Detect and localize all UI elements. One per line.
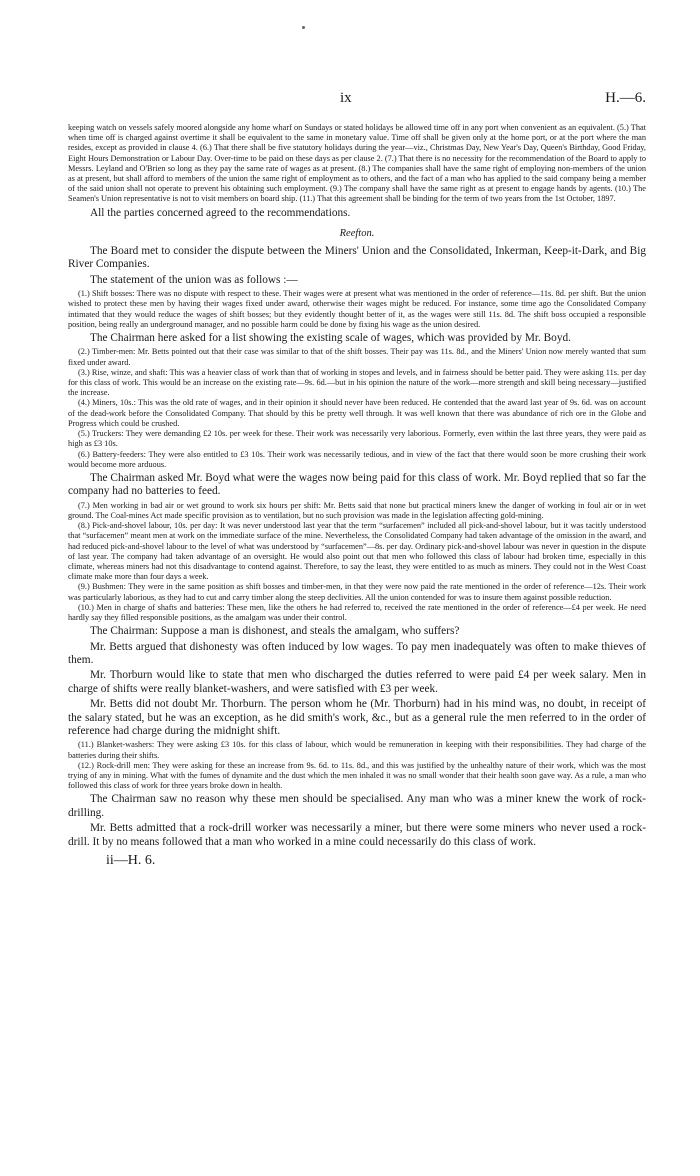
small-paragraph: (11.) Blanket-washers: They were asking £3 10s. for this class of labour, which would be remuneration in keeping with their responsibilities. They had charge of the batteries during their shifts.	[68, 740, 646, 760]
page-header	[68, 90, 646, 110]
small-paragraph: (3.) Rise, winze, and shaft: This was a heavier class of work than that of working in stopes and levels, and in fairness should be better paid. They were asking 11s. per day for this class of work. This would be an increase on the existing rate—9s. 6d.—but in his opinion the nature of the work—more strength and skill being necessary—justified the increase.	[68, 367, 646, 398]
small-paragraph: (10.) Men in charge of shafts and batteries: These men, like the others he had referred to, received the rate mentioned in the order of reference—£4 per week. He need hardly say they filled responsible positions, as the amalgam was under their control.	[68, 602, 646, 622]
small-paragraph: (12.) Rock-drill men: They were asking for these an increase from 9s. 6d. to 11s. 8d., and this was justified by the unhealthy nature of their work, which was the most trying of any in mining. What with the fumes of dynamite and the dust which the men inhaled it was no small wonder that their health soon gave way. As a rule, a man who followed this class of work for three years broke down in health.	[68, 760, 646, 791]
page-speck	[302, 26, 305, 29]
small-paragraph: (9.) Bushmen: They were in the same position as shift bosses and timber-men, in that they were now paid the rate mentioned in the order of reference—12s. Their work was particularly laborious, as they had to cut and carry timber along the steep declivities. All the union contended for was to insure them against possible reduction.	[68, 582, 646, 602]
paragraph: The statement of the union was as follows :—	[90, 273, 298, 286]
paragraph: Mr. Betts argued that dishonesty was often induced by low wages. To pay men inadequately was often to make thieves of them.	[68, 640, 646, 666]
small-paragraph: keeping watch on vessels safely moored alongside any home wharf on Sundays or stated holidays be allowed time off in any port when convenient as an equivalent. (5.) That when time off is charged against overtime it shall be equivalent to the same in monetary value. Time off shall be given only at the home port, or at the port where the man resides, except as provided in clause 4. (6.) That there shall be five statutory holidays during the year—viz., Christmas Day, New Year's Day, Queen's Birthday, Good Friday, Eight Hours Demonstration or Labour Day. Over-time to be paid on these days as per clause 2. (7.) That there is no necessity for the recommendation of the Board to apply to Messrs. Leyland and O'Brien so long as they pay the same rate of wages as at present. (8.) The companies shall have the same right of employing non-members of the union as at present, but shall afford to members of the union the same right of employment as to others, and the fact of a man who has applied to the said company being a member of the said union shall not operate to prevent his obtaining such employment. (9.) The company shall have the same right as at present to engage hands by agents. (10.) The Seamen's Union representative is not to visit members on board ship. (11.) That this agreement shall be binding for the term of two years from the 1st October, 1897.	[68, 123, 646, 204]
paragraph: The Chairman saw no reason why these men should be specialised. Any man who was a miner knew the work of rock-drilling.	[68, 793, 646, 819]
paragraph: Mr. Thorburn would like to state that men who discharged the duties referred to were paid £4 per week salary. Men in charge of shifts were really blanket-washers, and were satisfied with £3 per week.	[68, 669, 646, 695]
document-body	[68, 123, 646, 869]
paragraph: The Chairman here asked for a list showing the existing scale of wages, which was provided by Mr. Boyd.	[90, 332, 571, 345]
small-paragraph: (1.) Shift bosses: There was no dispute with respect to these. Their wages were at present what was mentioned in the order of reference—11s. 8d. per shift. But the union wished to protect these men by having their wages fixed under award, otherwise their wages might be reduced. For instance, some time ago the Consolidated Company intimated that they would reduce the wages of shift bosses; but they evidently thought better of it, as the wages were still 11s. 8d. The shift boss occupied a responsible position, being really an underground manager, and no possible harm could be done by fixing his wage as the union desired.	[68, 289, 646, 329]
small-paragraph: (6.) Battery-feeders: They were also entitled to £3 10s. Their work was necessarily tedious, and in view of the fact that there would soon be more crushing their work would become more arduous.	[68, 449, 646, 469]
paragraph: The Board met to consider the dispute between the Miners' Union and the Consolidated, Inkerman, Keep-it-Dark, and Big River Companies.	[68, 245, 646, 271]
small-paragraph: (5.) Truckers: They were demanding £2 10s. per week for these. Their work was necessarily very laborious. Formerly, even within the last three years, they were paid as high as £3 10s.	[68, 429, 646, 449]
signature-mark: ii—H. 6.	[106, 853, 156, 869]
document-reference: H.—6.	[605, 90, 646, 106]
small-paragraph: (7.) Men working in bad air or wet ground to work six hours per shift: Mr. Betts said that none but practical miners knew the danger of working in foul air or in wet ground. The Coal-mines Act made specific provision as to ventilation, but no such provision was made in the legislation affecting gold-mining.	[68, 500, 646, 520]
paragraph: All the parties concerned agreed to the recommendations.	[90, 206, 351, 219]
small-paragraph: (8.) Pick-and-shovel labour, 10s. per day: It was never understood last year that the term “surfacemen” included all pick-and-shovel labour, but it was tacitly understood that “surfacemen” meant men at work on the immediate surface of the mine. Nevertheless, the Consolidated Company had taken advantage of the omission in the award, and had reduced pick-and-shovel labour to the level of what was understood by “surfacemen”—8s. per day. Ordinary pick-and-shovel labour was never in question in the dispute of last year. The company had taken advantage of an oversight. He would also point out that men who followed this class of labour had broken time, especially in this climate, whereas miners had not this disadvantage to contend against. Therefore, to say the least, they were entitled to as much as miners. They could not in the West Coast climate make more than four days a week.	[68, 521, 646, 582]
paragraph: The Chairman: Suppose a man is dishonest, and steals the amalgam, who suffers?	[90, 625, 460, 638]
section-heading: Reefton.	[339, 228, 375, 240]
small-paragraph: (4.) Miners, 10s.: This was the old rate of wages, and in their opinion it should never have been reduced. He contended that the award last year of 9s. 6d. was on account of the dead-work before the Consolidated Company. That should by this be pretty well through. It was well known that there was abundance of rich ore in the Globe and Progress which could be crushed.	[68, 398, 646, 428]
paragraph: Mr. Betts admitted that a rock-drill worker was necessarily a miner, but there were some miners who never used a rock-drill. It by no means followed that a man who worked in a mine could necessarily do this class of work.	[68, 822, 646, 848]
paragraph: The Chairman asked Mr. Boyd what were the wages now being paid for this class of work. Mr. Boyd replied that so far the company had no batteries to feed.	[68, 471, 646, 498]
paragraph: Mr. Betts did not doubt Mr. Thorburn. The person whom he (Mr. Thorburn) had in his mind was, no doubt, in receipt of the salary stated, but he was an exception, as he did smith's work, &c., but as a general rule the men referred to in the order of reference had charge during the midnight shift.	[68, 698, 646, 737]
small-paragraph: (2.) Timber-men: Mr. Betts pointed out that their case was similar to that of the shift bosses. Their pay was 11s. 8d., and the Miners' Union now merely wanted that sum fixed under award.	[68, 347, 646, 367]
page-number: ix	[340, 90, 352, 106]
